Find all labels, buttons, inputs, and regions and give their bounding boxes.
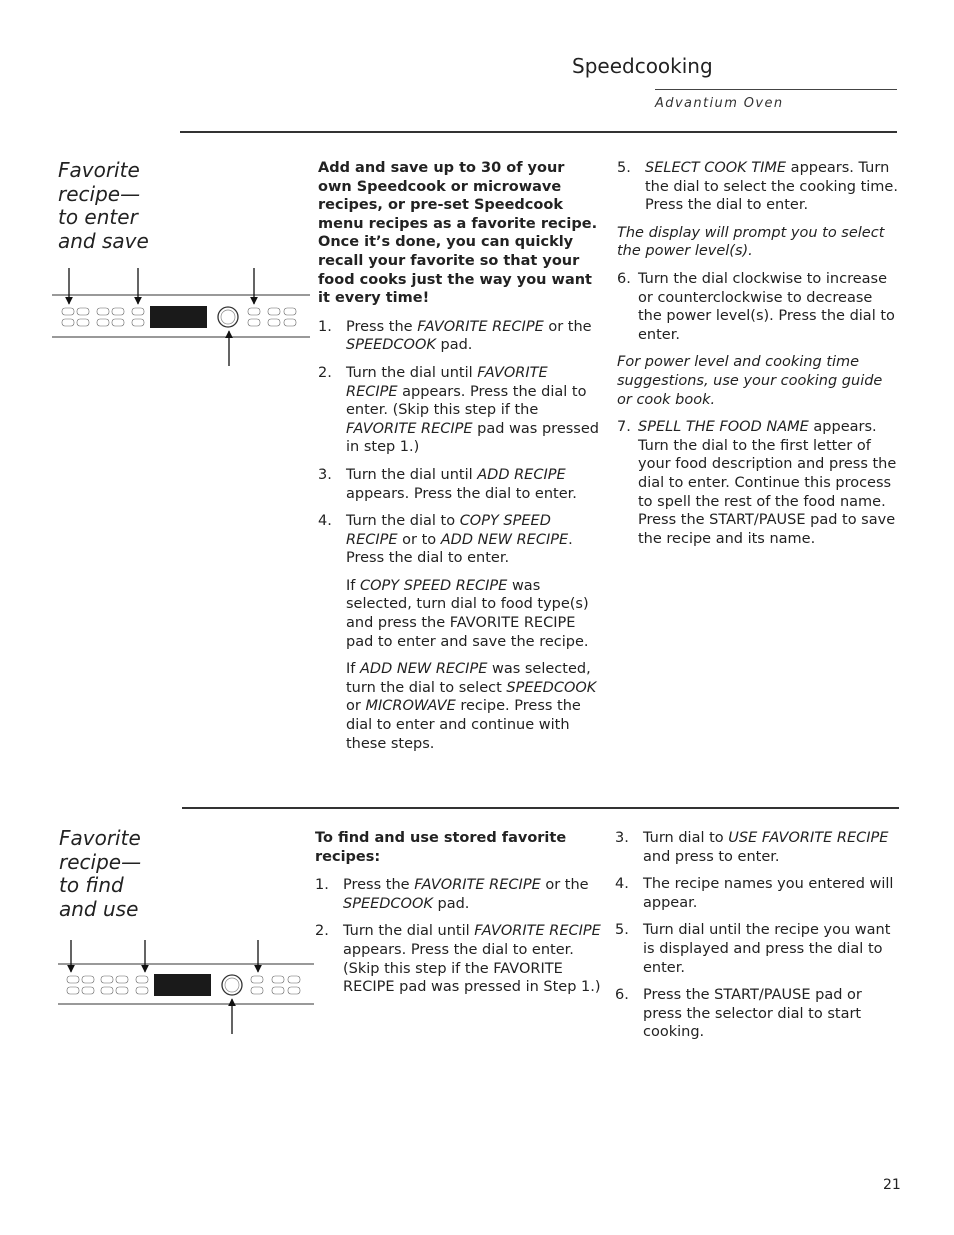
text-run: Turn dial to — [643, 830, 729, 846]
intro-paragraph: To find and use stored favorite recipes: — [315, 830, 567, 865]
emphasized-text: ADD NEW RECIPE — [440, 531, 569, 548]
step-number: 5. — [617, 160, 631, 176]
emphasized-text: COPY SPEED RECIPE — [346, 513, 551, 548]
emphasized-text: SPELL THE FOOD NAME — [638, 419, 809, 436]
step-number: 7. — [617, 419, 631, 436]
product-name: Advantium Oven — [655, 96, 784, 111]
emphasized-text: FAVORITE RECIPE — [414, 877, 541, 894]
step-number: 4. — [318, 513, 332, 530]
step-text — [638, 419, 896, 547]
emphasized-text: MICROWAVE — [365, 698, 456, 715]
step-item — [318, 318, 600, 355]
step-number: 1. — [315, 877, 329, 894]
heading-line: recipe— — [59, 849, 142, 874]
text-run: or the — [543, 318, 592, 335]
steps-list — [617, 159, 899, 215]
emphasized-text: ADD NEW RECIPE — [360, 661, 488, 678]
note-paragraph: The display will prompt you to select the power level(s). — [617, 224, 885, 260]
steps-list — [318, 318, 600, 568]
heading-line: to enter — [58, 205, 138, 229]
step-text — [643, 830, 888, 865]
header-rule — [655, 89, 897, 90]
emphasized-text: ADD RECIPE — [477, 466, 566, 483]
step-item — [615, 829, 899, 866]
heading-line: to find — [59, 873, 124, 897]
emphasized-text: FAVORITE RECIPE — [417, 318, 544, 335]
text-run: appears. Turn the dial to the first letter of your food description and press the dial to enter. Continue this process to spell the rest of the food name. Press the START/PAUSE pad to save the recipe and its name. — [638, 419, 897, 547]
text-run: was selected, turn dial to food type(s) and press the FAVORITE RECIPE pad to enter and save the recipe. — [346, 577, 589, 650]
step-item — [315, 922, 601, 996]
text-run: Turn the dial to — [346, 513, 460, 530]
step-number: 5. — [615, 922, 629, 939]
emphasized-text: SELECT COOK TIME — [645, 160, 787, 176]
emphasized-text: SPEEDCOOK — [343, 895, 433, 912]
step-item — [615, 986, 899, 1042]
emphasized-text: FAVORITE RECIPE — [474, 923, 601, 940]
text-run: pad. — [432, 895, 470, 912]
text-run: Turn the dial until — [343, 923, 475, 940]
emphasized-text: FAVORITE RECIPE — [346, 420, 473, 437]
text-run: appears. Press the dial to enter. (Skip this step if the — [346, 383, 587, 419]
text-run: was selected, turn the dial to select — [346, 661, 591, 696]
step-number: 6. — [617, 270, 631, 287]
heading-line: Favorite — [59, 826, 141, 850]
sub-paragraph — [318, 660, 600, 753]
steps-list — [617, 418, 899, 548]
section-heading — [59, 827, 141, 921]
step-number: 6. — [615, 987, 629, 1004]
emphasized-text: COPY SPEED RECIPE — [360, 577, 508, 594]
text-run: Turn the dial clockwise to increase or counterclockwise to decrease the power level(s). Press the dial to enter. — [638, 270, 895, 343]
instructions-column-1 — [315, 829, 601, 1006]
step-item — [315, 876, 601, 913]
heading-line: recipe— — [58, 181, 141, 206]
heading-line: and use — [59, 896, 139, 921]
heading-line: and save — [58, 228, 149, 253]
step-item — [615, 875, 899, 912]
emphasized-text: SPEEDCOOK — [346, 337, 436, 354]
text-run: The recipe names you entered will appear. — [643, 876, 894, 911]
text-run: or — [346, 698, 366, 715]
steps-list — [615, 829, 899, 1042]
intro-paragraph: Add and save up to 30 of your own Speedcook or microwave recipes, or pre-set Speedcook menu recipes as a favorite recipe. Once it’s done, you can quickly recall your favorite so that your food cooks just the way you want it every time! — [318, 160, 598, 307]
text-run: Press the — [343, 877, 415, 894]
instructions-column-2 — [615, 829, 899, 1051]
heading-line: Favorite — [58, 158, 140, 182]
step-item — [318, 512, 600, 568]
section-heading — [58, 159, 149, 253]
text-run: appears. Press the dial to enter. (Skip this step if the FAVORITE RECIPE pad was pressed in Step 1.) — [343, 941, 601, 996]
control-panel-illustration — [58, 940, 314, 1036]
instructions-column-2 — [617, 159, 899, 557]
section-divider — [180, 131, 897, 133]
steps-list — [315, 876, 601, 997]
emphasized-text: SPEEDCOOK — [506, 679, 597, 696]
section-divider — [182, 807, 899, 809]
step-item — [615, 921, 899, 977]
text-run: and press to enter. — [643, 848, 780, 865]
text-run: pad. — [435, 337, 473, 354]
step-text — [643, 876, 893, 911]
step-text — [645, 160, 898, 213]
instructions-column-1 — [318, 159, 600, 762]
step-number: 2. — [315, 923, 329, 940]
text-run: If — [346, 577, 360, 594]
step-text — [346, 513, 573, 566]
steps-list — [617, 270, 899, 344]
text-run: Turn the dial until — [346, 466, 478, 483]
step-text — [343, 877, 589, 912]
text-run: recipe. Press the dial to enter and continue with these steps. — [346, 698, 581, 752]
emphasized-text: FAVORITE RECIPE — [346, 364, 548, 400]
control-panel-illustration — [52, 268, 310, 368]
step-text — [343, 923, 601, 995]
text-run: . Press the dial to enter. — [346, 531, 573, 567]
page-number: 21 — [883, 1177, 901, 1193]
text-run: Press the START/PAUSE pad or press the selector dial to start cooking. — [643, 987, 862, 1041]
note-paragraph: For power level and cooking time suggestions, use your cooking guide or cook book. — [617, 354, 883, 408]
text-run: If — [346, 661, 360, 678]
text-run: or the — [540, 877, 589, 894]
step-item — [617, 159, 899, 215]
step-number: 4. — [615, 876, 629, 893]
step-text — [346, 319, 592, 354]
text-run: Press the — [346, 318, 418, 335]
step-text — [643, 987, 862, 1040]
step-item — [318, 466, 600, 503]
text-run: or to — [397, 531, 441, 548]
text-run: appears. Turn the dial to select the cooking time. Press the dial to enter. — [645, 160, 898, 214]
step-number: 3. — [615, 830, 629, 846]
step-text — [638, 271, 895, 343]
page-section-title: Speedcooking — [572, 54, 713, 78]
text-run: Turn dial until the recipe you want is displayed and press the dial to enter. — [643, 922, 891, 976]
step-number: 3. — [318, 466, 332, 483]
step-number: 2. — [318, 364, 332, 381]
step-item — [318, 364, 600, 457]
text-run: pad was pressed in step 1.) — [346, 420, 599, 456]
sub-paragraph — [318, 577, 600, 651]
text-run: appears. Press the dial to enter. — [346, 485, 577, 502]
text-run: Turn the dial until — [346, 364, 478, 381]
step-text — [346, 467, 577, 502]
step-item — [617, 418, 899, 548]
step-text — [346, 365, 599, 455]
step-item — [617, 270, 899, 344]
emphasized-text: USE FAVORITE RECIPE — [728, 830, 889, 846]
step-text — [643, 922, 890, 975]
step-number: 1. — [318, 318, 332, 335]
